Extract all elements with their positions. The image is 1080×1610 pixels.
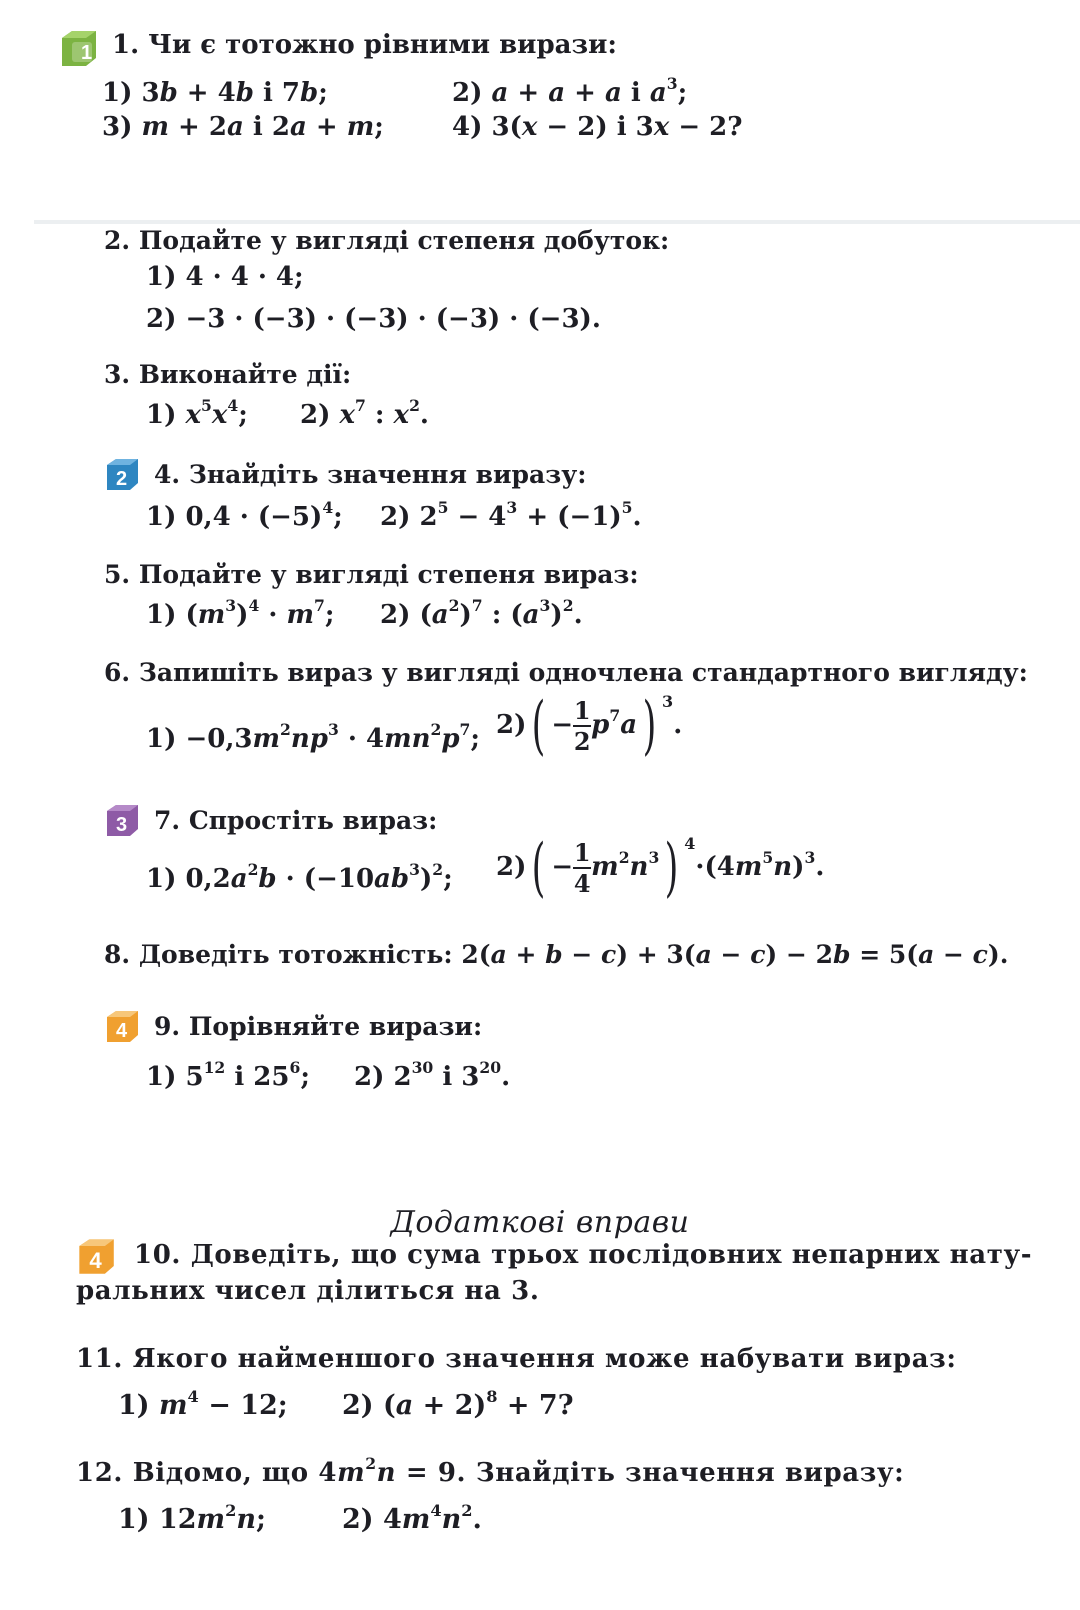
level-2-badge-icon bbox=[104, 456, 140, 492]
exercise-9-title: 9. Порівняйте вирази: bbox=[154, 1012, 483, 1041]
exercise-5-item-1: 1) $(m^3)^4 \cdot m^7$; bbox=[146, 596, 335, 630]
exercise-2-item-2: 2) −3 · (−3) · (−3) · (−3) · (−3). bbox=[146, 304, 601, 334]
exercise-11-title: 11. Якого найменшого значення може набувати вираз: bbox=[76, 1344, 957, 1374]
svg-text:2: 2 bbox=[116, 468, 128, 490]
exercise-10-line-1: 10. Доведіть, що сума трьох послідовних непарних нату- bbox=[134, 1240, 1033, 1270]
exercise-7-item-1: 1) $0,2a^2b \cdot (-10ab^3)^2$; bbox=[146, 860, 453, 894]
exercise-1-item-4: 4) 3(x − 2) і 3x − 2? bbox=[452, 112, 743, 142]
svg-text:3: 3 bbox=[116, 814, 128, 836]
exercise-12-item-1: 1) $12m^2n$; bbox=[118, 1500, 266, 1535]
exercise-3-item-1: 1) $x^5x^4$; bbox=[146, 396, 248, 430]
svg-text:4: 4 bbox=[116, 1020, 128, 1042]
exercise-9-item-1: 1) $5^{12}$ і $25^6$; bbox=[146, 1058, 310, 1092]
exercise-7-item-2: 2)( − $\frac{1}{4}$ $m^2n^3$) $^4\cdot(4m^5n)^3$. bbox=[496, 831, 825, 905]
level-3-badge-icon bbox=[104, 802, 140, 838]
exercise-4-item-2: 2) $2^5 - 4^3 + (-1)^5$. bbox=[380, 498, 642, 532]
exercise-1-item-1: 1) 3b + 4b і 7b; bbox=[102, 78, 328, 108]
exercise-7-title: 7. Спростіть вираз: bbox=[154, 806, 438, 835]
level-4-badge-icon bbox=[76, 1236, 116, 1276]
exercise-3-title: 3. Виконайте дії: bbox=[104, 360, 352, 389]
exercise-11-item-1: 1) $m^4 - 12$; bbox=[118, 1386, 288, 1421]
exercise-4-title: 4. Знайдіть значення виразу: bbox=[154, 460, 587, 489]
exercise-1-title: 1. Чи є тотожно рівними вирази: bbox=[112, 30, 617, 60]
exercise-12-item-2: 2) $4m^4n^2$. bbox=[342, 1500, 482, 1535]
level-1-badge-icon bbox=[58, 28, 98, 68]
level-4-badge-icon bbox=[104, 1008, 140, 1044]
section-title: Додаткові вправи bbox=[390, 1205, 690, 1240]
exercise-3-item-2: 2) $x^7$ : $x^2$. bbox=[300, 396, 429, 430]
exercise-2-item-1: 1) 4 · 4 · 4; bbox=[146, 262, 304, 292]
exercise-11-item-2: 2) $(a + 2)^8 + 7$? bbox=[342, 1386, 574, 1421]
exercise-6-title: 6. Запишіть вираз у вигляді одночлена стандартного вигляду: bbox=[104, 658, 1028, 687]
exercise-10-line-2: ральних чисел ділиться на 3. bbox=[76, 1276, 540, 1306]
exercise-9-item-2: 2) $2^{30}$ і $3^{20}$. bbox=[354, 1058, 511, 1092]
exercise-6-item-1: $1) -0,3m^2np^3 \cdot 4mn^2p^7$; bbox=[146, 720, 480, 754]
exercise-5-item-2: 2) $(a^2)^7$ : $(a^3)^2$. bbox=[380, 596, 583, 630]
exercise-8-statement: 8. Доведіть тотожність: 2(a + b − c) + 3(a − c) − 2b = 5(a − c). bbox=[104, 940, 1009, 969]
exercise-4-item-1: 1) $0,4 \cdot (-5)^4$; bbox=[146, 498, 343, 532]
svg-text:1: 1 bbox=[81, 42, 93, 64]
exercise-6-item-2: 2)( − $\frac{1}{2}$ $p^7a$) $^3$. bbox=[496, 689, 683, 763]
exercise-5-title: 5. Подайте у вигляді степеня вираз: bbox=[104, 560, 639, 589]
exercise-12-title: 12. Відомо, що $4m^2n = 9$. Знайдіть значення виразу: bbox=[76, 1454, 905, 1488]
svg-text:4: 4 bbox=[89, 1248, 102, 1274]
exercise-2-title: 2. Подайте у вигляді степеня добуток: bbox=[104, 226, 670, 255]
exercise-1-item-3: 3) m + 2a і 2a + m; bbox=[102, 112, 384, 142]
exercise-1-item-2: 2) a + a + a і $a^3$; bbox=[452, 74, 688, 108]
page-divider bbox=[34, 220, 1080, 224]
